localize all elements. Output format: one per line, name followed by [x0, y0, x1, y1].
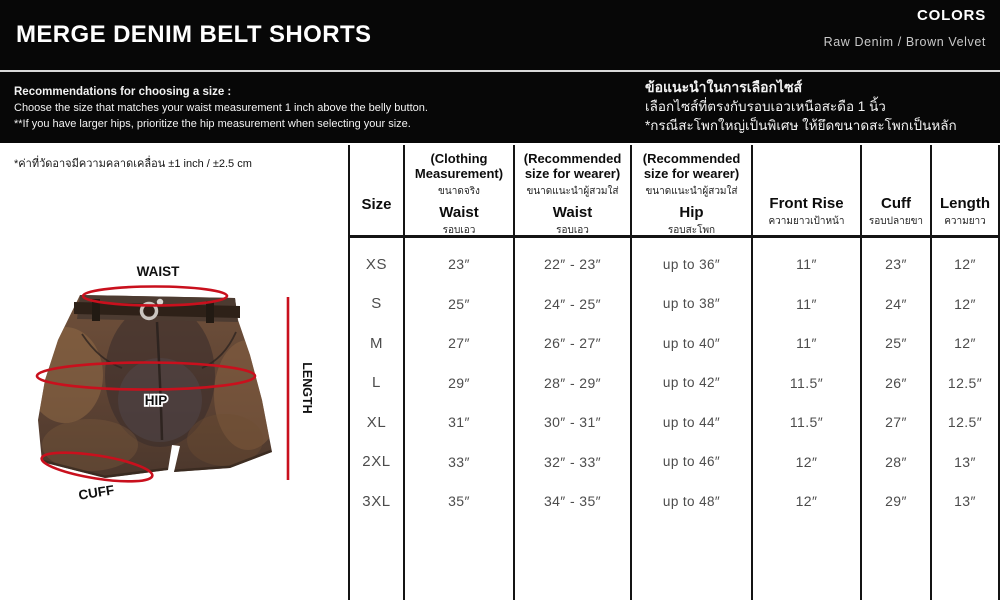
size-cell-XS-col0: XS: [350, 238, 405, 278]
header-cell-waist-wearer: [515, 145, 632, 238]
size-cell-XS-col4: 11″: [753, 238, 862, 278]
column-label-size: Size: [361, 196, 392, 213]
size-cell-3XL-col0: 3XL: [350, 475, 405, 515]
size-cell-S-col4: 11″: [753, 278, 862, 318]
column-label-cuff: Cuff: [881, 195, 911, 212]
size-cell-2XL-col0: 2XL: [350, 436, 405, 476]
hip-label: HIP: [144, 393, 168, 408]
title-bar: [0, 0, 1000, 70]
table-filler-cell: [862, 515, 932, 600]
size-cell-M-col6: 12″: [932, 317, 1000, 357]
table-filler-cell: [350, 515, 405, 600]
table-filler-cell: [515, 515, 632, 600]
size-cell-L-col1: 29″: [405, 357, 515, 397]
size-cell-M-col4: 11″: [753, 317, 862, 357]
size-cell-S-col0: S: [350, 278, 405, 318]
size-cell-3XL-col4: 12″: [753, 475, 862, 515]
size-cell-S-col1: 25″: [405, 278, 515, 318]
header-cell-waist-clothing: [405, 145, 515, 238]
recommendations-th-line1: เลือกไซส์ที่ตรงกับรอบเอวเหนือสะดือ 1 นิ้ว: [645, 99, 886, 114]
recommendations-en-line2: **If you have larger hips, prioritize the hip measurement when selecting your size.: [14, 118, 411, 130]
column-label-hip: Hip: [679, 204, 704, 221]
size-cell-3XL-col2: 34″ - 35″: [515, 475, 632, 515]
page-title: MERGE DENIM BELT SHORTS: [16, 21, 372, 48]
column-label-front-rise: Front Rise: [769, 195, 844, 212]
size-cell-2XL-col2: 32″ - 33″: [515, 436, 632, 476]
recommendations-bar: [0, 72, 1000, 143]
table-filler-cell: [932, 515, 1000, 600]
size-cell-L-col0: L: [350, 357, 405, 397]
recommendations-th-line2: *กรณีสะโพกใหญ่เป็นพิเศษ ให้ยึดขนาดสะโพกเป็นหลัก: [645, 118, 957, 133]
column-paren: (Recommended: [523, 151, 622, 166]
size-cell-L-col4: 11.5″: [753, 357, 862, 397]
length-label: LENGTH: [300, 362, 314, 414]
size-cell-L-col2: 28″ - 29″: [515, 357, 632, 397]
shorts-measurement-diagram: [10, 250, 330, 520]
size-cell-3XL-col3: up to 48″: [632, 475, 753, 515]
size-cell-XS-col6: 12″: [932, 238, 1000, 278]
header-cell-hip-wearer: [632, 145, 753, 238]
header-cell-front-rise: [753, 145, 862, 238]
size-chart-table: [348, 145, 1000, 600]
column-paren: (Clothing: [430, 151, 488, 166]
column-paren: size for wearer): [524, 165, 621, 181]
column-paren: (Recommended: [642, 151, 741, 166]
size-cell-M-col5: 25″: [862, 317, 932, 357]
column-thai-label: รอบเอว: [556, 225, 589, 236]
size-cell-L-col6: 12.5″: [932, 357, 1000, 397]
size-cell-XL-col2: 30″ - 31″: [515, 396, 632, 436]
column-thai-sub: ขนาดจริง: [438, 186, 480, 197]
column-label-waist: Waist: [552, 204, 593, 221]
header-cell-size: [350, 145, 405, 238]
column-label-length: Length: [940, 195, 990, 212]
size-cell-XL-col4: 11.5″: [753, 396, 862, 436]
column-thai-sub: ขนาดแนะนำผู้สวมใส่: [526, 186, 619, 197]
colors-heading: COLORS: [917, 7, 986, 24]
size-cell-L-col3: up to 42″: [632, 357, 753, 397]
shorts-illustration: [27, 295, 282, 478]
size-cell-S-col6: 12″: [932, 278, 1000, 318]
column-paren: Measurement): [414, 165, 504, 181]
size-cell-XL-col0: XL: [350, 396, 405, 436]
colors-value: Raw Denim / Brown Velvet: [823, 35, 986, 49]
column-thai-sub: ขนาดแนะนำผู้สวมใส่: [645, 186, 738, 197]
size-cell-M-col1: 27″: [405, 317, 515, 357]
size-cell-XL-col5: 27″: [862, 396, 932, 436]
column-thai-label: ความยาว: [944, 216, 986, 227]
size-cell-2XL-col5: 28″: [862, 436, 932, 476]
size-cell-XL-col3: up to 44″: [632, 396, 753, 436]
size-cell-S-col2: 24″ - 25″: [515, 278, 632, 318]
table-filler-cell: [632, 515, 753, 600]
header-cell-length: [932, 145, 1000, 238]
column-thai-label: รอบสะโพก: [667, 225, 716, 236]
recommendations-english: [14, 84, 428, 132]
size-cell-XL-col6: 12.5″: [932, 396, 1000, 436]
size-cell-XS-col2: 22″ - 23″: [515, 238, 632, 278]
size-cell-2XL-col6: 13″: [932, 436, 1000, 476]
size-cell-XS-col3: up to 36″: [632, 238, 753, 278]
header-cell-cuff: [862, 145, 932, 238]
size-cell-M-col3: up to 40″: [632, 317, 753, 357]
recommendations-thai: [645, 78, 957, 135]
size-cell-S-col3: up to 38″: [632, 278, 753, 318]
size-cell-M-col0: M: [350, 317, 405, 357]
table-filler-cell: [405, 515, 515, 600]
recommendations-en-title: Recommendations for choosing a size :: [14, 86, 232, 98]
size-cell-XS-col1: 23″: [405, 238, 515, 278]
size-cell-L-col5: 26″: [862, 357, 932, 397]
size-cell-2XL-col1: 33″: [405, 436, 515, 476]
size-cell-XS-col5: 23″: [862, 238, 932, 278]
size-cell-3XL-col5: 29″: [862, 475, 932, 515]
tolerance-note: *ค่าที่วัดอาจมีความคลาดเคลื่อน ±1 inch / ±2.5 cm: [14, 158, 252, 170]
column-thai-label: รอบเอว: [442, 225, 476, 236]
column-thai-label: ความยาวเป้าหน้า: [768, 216, 845, 227]
size-cell-2XL-col3: up to 46″: [632, 436, 753, 476]
cuff-label: CUFF: [77, 482, 116, 503]
size-cell-S-col5: 24″: [862, 278, 932, 318]
recommendations-th-title: ข้อแนะนำในการเลือกไซส์: [645, 79, 803, 95]
table-filler-cell: [753, 515, 862, 600]
column-paren: size for wearer): [643, 165, 740, 181]
size-cell-2XL-col4: 12″: [753, 436, 862, 476]
size-cell-3XL-col1: 35″: [405, 475, 515, 515]
recommendations-en-line1: Choose the size that matches your waist measurement 1 inch above the belly button.: [14, 102, 428, 114]
column-thai-label: รอบปลายขา: [868, 216, 924, 227]
size-cell-XL-col1: 31″: [405, 396, 515, 436]
waist-label: WAIST: [136, 264, 180, 279]
size-cell-3XL-col6: 13″: [932, 475, 1000, 515]
column-label-waist: Waist: [439, 204, 479, 221]
size-cell-M-col2: 26″ - 27″: [515, 317, 632, 357]
